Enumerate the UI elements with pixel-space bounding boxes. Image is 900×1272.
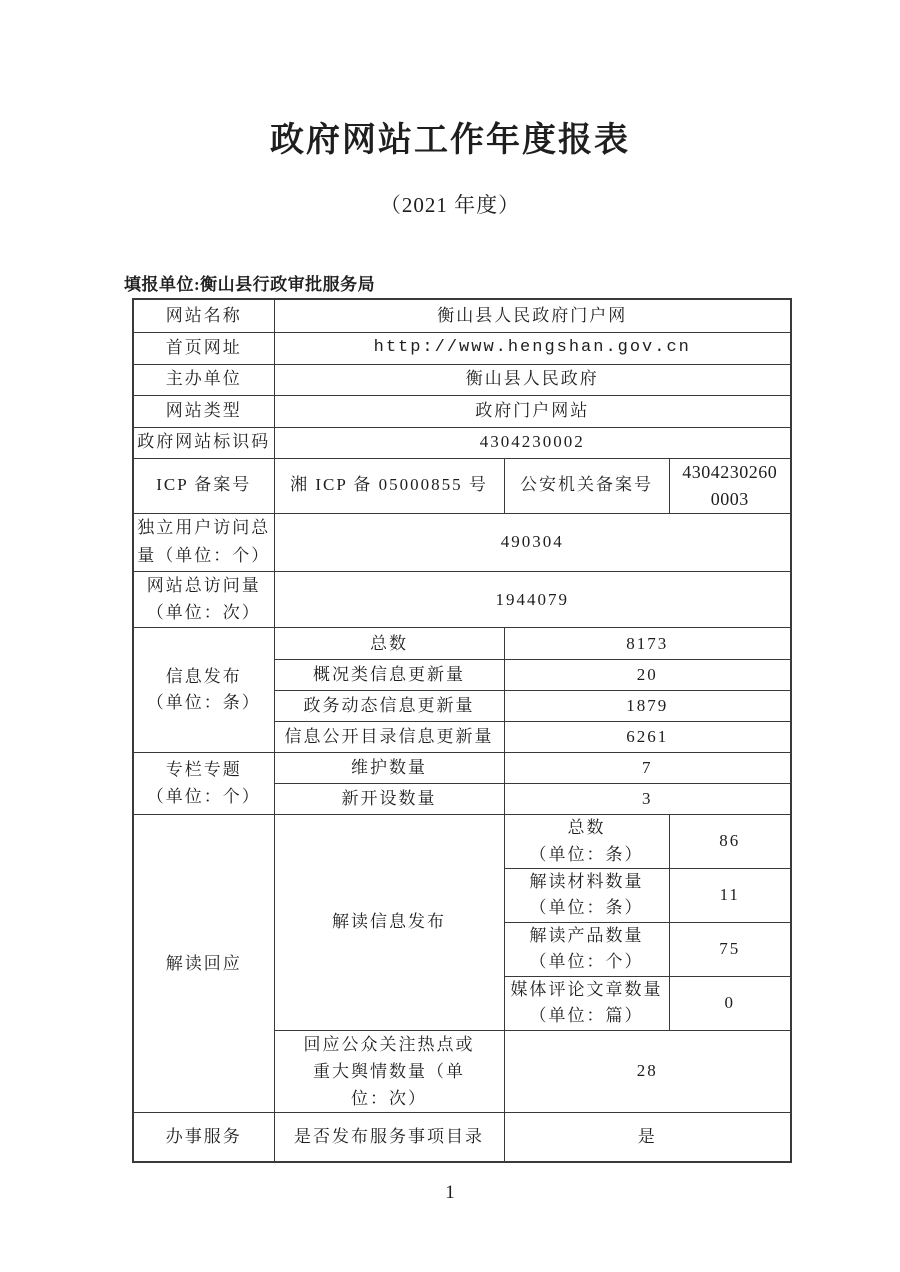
service-directory-value: 是 <box>504 1113 791 1162</box>
services-section-label: 办事服务 <box>133 1113 274 1162</box>
interpretation-section-label: 解读回应 <box>133 815 274 1113</box>
table-row <box>133 572 791 628</box>
newly-opened-count-value: 3 <box>504 784 791 815</box>
service-directory-label: 是否发布服务事项目录 <box>274 1113 504 1162</box>
media-comment-unit: （单位：篇） <box>529 1006 644 1026</box>
interp-total-unit: （单位：条） <box>529 844 644 864</box>
hotspot-response-value: 28 <box>504 1030 791 1113</box>
hotspot-response-label-text: 回应公众关注热点或重大舆情数量（单位：次） <box>303 1034 475 1109</box>
sponsor-value: 衡山县人民政府 <box>274 364 791 395</box>
police-record-number: 43042302600003 <box>682 461 778 509</box>
media-comment-label <box>504 976 669 1030</box>
table-row <box>133 427 791 458</box>
table-row <box>133 815 791 869</box>
interp-material-value: 11 <box>669 868 791 922</box>
total-visits-name: 网站总访问量 <box>146 576 261 596</box>
interp-product-label <box>504 922 669 976</box>
icp-value: 湘 ICP 备 05000855 号 <box>274 458 504 513</box>
total-visits-unit: （单位：次） <box>146 602 261 622</box>
police-record-label: 公安机关备案号 <box>504 458 669 513</box>
unique-visitors-label <box>133 513 274 572</box>
newly-opened-count-label: 新开设数量 <box>274 784 504 815</box>
info-release-total-value: 8173 <box>504 628 791 660</box>
special-topics-name: 专栏专题 <box>165 760 242 780</box>
site-id-label: 政府网站标识码 <box>133 427 274 458</box>
page-title: 政府网站工作年度报表 <box>270 121 630 159</box>
interp-product-name: 解读产品数量 <box>529 925 644 945</box>
annual-report-table <box>132 298 792 1163</box>
site-type-value: 政府门户网站 <box>274 395 791 427</box>
interp-material-unit: （单位：条） <box>529 898 644 918</box>
table-row <box>133 299 791 332</box>
unique-visitors-label-text: 独立用户访问总量（单位：个） <box>137 517 271 566</box>
table-row <box>133 458 791 513</box>
total-visits-value: 1944079 <box>274 572 791 628</box>
table-row <box>133 1113 791 1162</box>
homepage-url-label: 首页网址 <box>133 332 274 364</box>
table-row <box>133 513 791 572</box>
interp-total-value: 86 <box>669 815 791 869</box>
unique-visitors-value: 490304 <box>274 513 791 572</box>
maintained-count-value: 7 <box>504 753 791 784</box>
overview-update-label: 概况类信息更新量 <box>274 660 504 691</box>
table-row <box>133 332 791 364</box>
interp-total-name: 总数 <box>567 818 606 838</box>
special-topics-section-label <box>133 753 274 815</box>
page-number: 1 <box>445 1182 455 1203</box>
site-type-label: 网站类型 <box>133 395 274 427</box>
overview-update-value: 20 <box>504 660 791 691</box>
info-release-unit: （单位：条） <box>146 693 261 713</box>
open-directory-update-value: 6261 <box>504 722 791 753</box>
special-topics-unit: （单位：个） <box>146 786 261 806</box>
info-release-section-label <box>133 628 274 753</box>
reporting-unit-line: 填报单位:衡山县行政审批服务局 <box>124 275 376 294</box>
interp-material-name: 解读材料数量 <box>529 872 644 892</box>
gov-news-update-label: 政务动态信息更新量 <box>274 691 504 722</box>
maintained-count-label: 维护数量 <box>274 753 504 784</box>
open-directory-update-label: 信息公开目录信息更新量 <box>274 722 504 753</box>
homepage-url-value: http://www.hengshan.gov.cn <box>274 332 791 364</box>
table-row <box>133 753 791 784</box>
page-subtitle: （2021 年度） <box>379 193 521 217</box>
hotspot-response-label <box>274 1030 504 1113</box>
interp-material-label <box>504 868 669 922</box>
media-comment-value: 0 <box>669 976 791 1030</box>
icp-label: ICP 备案号 <box>133 458 274 513</box>
table-row <box>133 628 791 660</box>
interpretation-publish-label: 解读信息发布 <box>274 815 504 1030</box>
sponsor-label: 主办单位 <box>133 364 274 395</box>
info-release-name: 信息发布 <box>165 666 242 686</box>
police-record-value <box>669 458 791 513</box>
table-row <box>133 395 791 427</box>
info-release-total-label: 总数 <box>274 628 504 660</box>
interp-product-value: 75 <box>669 922 791 976</box>
media-comment-name: 媒体评论文章数量 <box>510 979 663 999</box>
table-row <box>133 364 791 395</box>
gov-news-update-value: 1879 <box>504 691 791 722</box>
interp-total-label <box>504 815 669 869</box>
site-name-value: 衡山县人民政府门户网 <box>274 299 791 332</box>
total-visits-label <box>133 572 274 628</box>
site-id-value: 4304230002 <box>274 427 791 458</box>
site-name-label: 网站名称 <box>133 299 274 332</box>
interp-product-unit: （单位：个） <box>529 952 644 972</box>
